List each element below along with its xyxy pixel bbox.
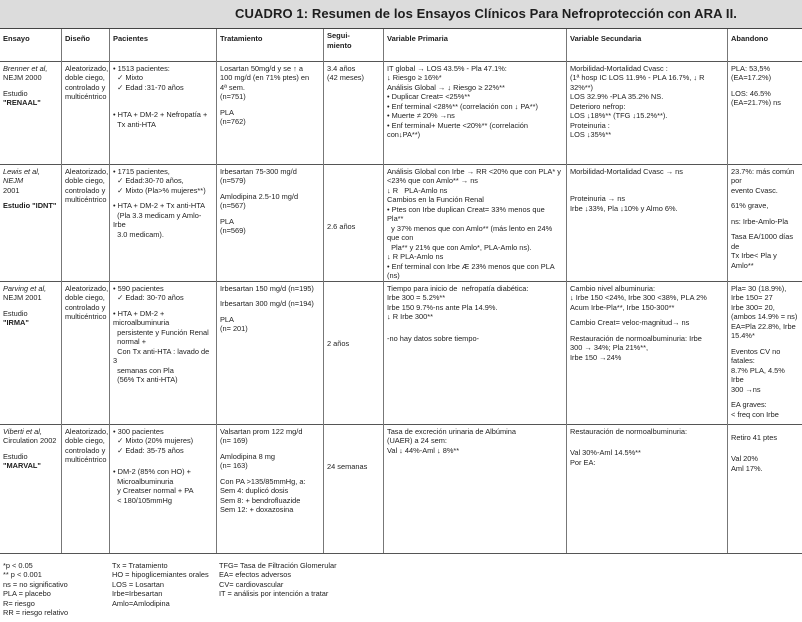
- cell-line: • Ptes con Irbe duplican Creat= 33% menos que Pla**: [387, 205, 563, 224]
- cell-line: (n= 201): [220, 324, 320, 333]
- cell-line: Proteinuria → ns: [570, 194, 724, 203]
- cell-line: doble ciego,: [65, 176, 106, 185]
- cell-line: Aml 17%.: [731, 464, 799, 473]
- table-row: [0, 164, 802, 282]
- cell-line: LOS ↓18%** (TFG ↓15.2%**).: [570, 111, 724, 120]
- header-tratamiento: Tratamiento: [216, 29, 323, 61]
- cell-line: Estudio "IDNT": [3, 201, 58, 210]
- cell-line: doble ciego,: [65, 73, 106, 82]
- cell-tratamiento: [216, 424, 323, 553]
- cell-line: • HTA + DM-2 + Nefropatía +: [113, 110, 213, 119]
- header-diseno: Diseño: [61, 29, 109, 61]
- cell-line: NEJM 2000: [3, 73, 58, 82]
- cell-abandono: [727, 424, 802, 553]
- footnote-line: EA= efectos adversos: [219, 570, 393, 579]
- cell-line: • Enf terminal con Irbe Æ 23% menos que con PLA (ns): [387, 262, 563, 281]
- table-row: [0, 61, 802, 165]
- table-row: [0, 424, 802, 554]
- cell-line: controlado y: [65, 83, 106, 92]
- cell-line: 300 →ns: [731, 385, 799, 394]
- cell-line: Irbe 150 →24%: [570, 353, 724, 362]
- cell-line: ↓ Riesgo ≥ 16%*: [387, 73, 563, 82]
- cell-line: 3.4 años: [327, 64, 380, 73]
- cell-line: Aleatorizado,: [65, 427, 106, 436]
- footnote-line: Amlo=Amlodipina: [112, 599, 213, 608]
- cell-line: (EA=21.7%) ns: [731, 98, 799, 107]
- cell-line: PLA: 53,5%: [731, 64, 799, 73]
- cell-line: 23.7%: más común por: [731, 167, 799, 186]
- cell-line: multicéntrico: [65, 195, 106, 204]
- cell-line: 3.0 medicam).: [113, 230, 213, 239]
- cell-line: Cambio Creat= veloc-magnitud→ ns: [570, 318, 724, 327]
- cell-line: Losartan 50mg/d y se ↑ a: [220, 64, 320, 73]
- cell-abandono: [727, 61, 802, 164]
- cell-line: <23% que con Amlo** → ns: [387, 176, 563, 185]
- cell-pacientes: [109, 424, 216, 553]
- cell-line: • Enf terminal <28%** (correlación con ↓ PA**): [387, 102, 563, 111]
- cell-line: Tasa de excreción urinaria de Albúmina: [387, 427, 563, 436]
- cell-line: Tx anti-HTA: [113, 120, 213, 129]
- cell-line: • Enf terminal+ Muerte <20%** (correlación con↓PA**): [387, 121, 563, 140]
- cell-line: Aleatorizado,: [65, 167, 106, 176]
- cell-diseno: [61, 61, 109, 164]
- table-title: CUADRO 1: Resumen de los Ensayos Clínicos Para Nefroprotección con ARA II.: [65, 6, 737, 23]
- cell-line: Sem 8: + bendrofluazide: [220, 496, 320, 505]
- cell-line: persistente y Función Renal: [113, 328, 213, 337]
- cell-ensayo: [0, 281, 61, 424]
- cell-variable-secundaria: [566, 164, 727, 281]
- cell-line: • DM-2 (85% con HO) +: [113, 467, 213, 476]
- table-title-bar: [0, 0, 802, 29]
- cell-line: (EA=17.2%): [731, 73, 799, 82]
- cell-line: Irbe 300= 20,: [731, 303, 799, 312]
- cell-line: PLA: [220, 108, 320, 117]
- footnote-line: *p < 0.05: [3, 561, 106, 570]
- cell-variable-secundaria: [566, 424, 727, 553]
- cell-line: (n=569): [220, 226, 320, 235]
- cell-line: IT global → LOS 43.5% - Pla 47.1%:: [387, 64, 563, 73]
- cell-line: evento Cvasc.: [731, 186, 799, 195]
- table-footnotes: [0, 553, 802, 622]
- cell-line: EA graves:: [731, 400, 799, 409]
- cell-variable-primaria: [383, 164, 566, 281]
- cell-ensayo: [0, 61, 61, 164]
- cell-line: multicéntrico: [65, 312, 106, 321]
- cell-variable-primaria: [383, 281, 566, 424]
- cell-line: LOS ↓35%**: [570, 130, 724, 139]
- cell-line: Aleatorizado,: [65, 284, 106, 293]
- cell-line: Val 30%-Aml 14.5%**: [570, 448, 724, 457]
- cell-tratamiento: [216, 61, 323, 164]
- cell-line: Con PA >135/85mmHg, a:: [220, 477, 320, 486]
- cell-line: ↓ R Irbe 300**: [387, 312, 563, 321]
- footnote-col-3: [216, 553, 396, 622]
- cell-line: Sem 12: + doxazosina: [220, 505, 320, 514]
- table-row: [0, 281, 802, 425]
- footnote-line: CV= cardiovascular: [219, 580, 393, 589]
- cell-diseno: [61, 424, 109, 553]
- cell-line: Brenner et al,: [3, 64, 58, 73]
- cell-line: Acum Irbe-Pla**, Irbe 150-300**: [570, 303, 724, 312]
- cell-line: ✓ Edad: 35-75 años: [113, 446, 213, 455]
- cell-line: Tx Irbe< Pla y Amlo**: [731, 251, 799, 270]
- cell-line: Tiempo para inicio de nefropatía diabética:: [387, 284, 563, 293]
- footnote-line: LOS = Losartan: [112, 580, 213, 589]
- cell-line: Val 20%: [731, 454, 799, 463]
- cell-line: (n= 163): [220, 461, 320, 470]
- cell-pacientes: [109, 281, 216, 424]
- cell-line: controlado y: [65, 303, 106, 312]
- cell-line: Amlodipina 8 mg: [220, 452, 320, 461]
- cell-line: Pla** y 21% que con Amlo*, PLA-Amlo ns).: [387, 243, 563, 252]
- cell-line: 2.6 años: [327, 222, 380, 231]
- cell-abandono: [727, 281, 802, 424]
- cell-line: Irbesartan 75-300 mg/d: [220, 167, 320, 176]
- footnote-line: PLA = placebo: [3, 589, 106, 598]
- cell-line: • HTA + DM-2 + Tx anti-HTA: [113, 201, 213, 210]
- cell-line: ↓ Irbe 150 <24%, Irbe 300 <38%, PLA 2%: [570, 293, 724, 302]
- cell-line: (ambos 14.9% = ns): [731, 312, 799, 321]
- cell-line: Circulation 2002: [3, 436, 58, 445]
- cell-line: ✓ Edad: 30-70 años: [113, 293, 213, 302]
- cell-line: • Duplicar Creat= <25%**: [387, 92, 563, 101]
- cell-line: Irbesartan 300 mg/d (n=194): [220, 299, 320, 308]
- cell-variable-primaria: [383, 61, 566, 164]
- cell-line: multicéntrico: [65, 455, 106, 464]
- cell-seguimiento: [323, 164, 383, 281]
- cell-line: Aleatorizado,: [65, 64, 106, 73]
- cell-line: Proteinuria :: [570, 121, 724, 130]
- cell-line: ns: Irbe-Amlo-Pla: [731, 217, 799, 226]
- cell-line: ✓ Mixto (20% mujeres): [113, 436, 213, 445]
- footnote-line: ns = no significativo: [3, 580, 106, 589]
- cell-tratamiento: [216, 164, 323, 281]
- cell-line: 24 semanas: [327, 462, 380, 471]
- cell-line: (1ª hosp IC LOS 11.9% - PLA 16.7%, ↓ R 32%**): [570, 73, 724, 92]
- header-abandono: Abandono: [727, 29, 802, 61]
- cell-line: ↓ R PLA-Amlo ns: [387, 252, 563, 261]
- cell-line: Morbilidad-Mortalidad Cvasc :: [570, 64, 724, 73]
- cell-line: (n= 169): [220, 436, 320, 445]
- cell-line: Irbesartan 150 mg/d (n=195): [220, 284, 320, 293]
- cell-line: LOS: 46.5%: [731, 89, 799, 98]
- footnote-line: HO = hipoglicemiantes orales: [112, 570, 213, 579]
- cell-line: 61% grave,: [731, 201, 799, 210]
- cell-line: ✓ Mixto: [113, 73, 213, 82]
- footnote-col-1: [0, 553, 109, 622]
- cell-line: Deterioro nefrop:: [570, 102, 724, 111]
- cell-line: • 590 pacientes: [113, 284, 213, 293]
- cell-tratamiento: [216, 281, 323, 424]
- cell-line: Tasa EA/1000 días de: [731, 232, 799, 251]
- cell-diseno: [61, 281, 109, 424]
- cell-line: controlado y: [65, 186, 106, 195]
- cell-line: Valsartan prom 122 mg/d: [220, 427, 320, 436]
- cell-variable-primaria: [383, 424, 566, 553]
- cell-line: doble ciego,: [65, 293, 106, 302]
- footnote-line: R= riesgo: [3, 599, 106, 608]
- cell-line: (n=762): [220, 117, 320, 126]
- footnote-line: TFG= Tasa de Filtración Glomerular: [219, 561, 393, 570]
- cell-line: 300 → 34%; Pla 21%**,: [570, 343, 724, 352]
- cell-pacientes: [109, 61, 216, 164]
- cell-line: NEJM 2001: [3, 293, 58, 302]
- cell-ensayo: [0, 164, 61, 281]
- cell-line: Sem 4: duplicó dosis: [220, 486, 320, 495]
- cell-line: Val ↓ 44%-Aml ↓ 8%**: [387, 446, 563, 455]
- table-header-row: [0, 29, 802, 62]
- cell-line: (UAER) a 24 sem:: [387, 436, 563, 445]
- cell-line: Pla= 30 (18.9%),: [731, 284, 799, 293]
- cell-line: (Pla 3.3 medicam y Amlo-Irbe: [113, 211, 213, 230]
- cell-line: Eventos CV no fatales:: [731, 347, 799, 366]
- cell-line: Irbe 300 = 5.2%**: [387, 293, 563, 302]
- header-pacientes: Pacientes: [109, 29, 216, 61]
- cell-abandono: [727, 164, 802, 281]
- cell-line: ✓ Edad :31-70 años: [113, 83, 213, 92]
- cell-line: Morbilidad-Mortalidad Cvasc → ns: [570, 167, 724, 176]
- cell-line: "IRMA": [3, 318, 58, 327]
- cell-line: 100 mg/d (en 71% ptes) en: [220, 73, 320, 82]
- cell-line: -no hay datos sobre tiempo-: [387, 334, 563, 343]
- footnote-line: Irbe=Irbesartan: [112, 589, 213, 598]
- cell-line: (n=751): [220, 92, 320, 101]
- cell-line: LOS 32.9% -PLA 35.2% NS.: [570, 92, 724, 101]
- cell-line: Análisis Global → ↓ Riesgo ≥ 22%**: [387, 83, 563, 92]
- footnote-line: IT = análisis por intención a tratar: [219, 589, 393, 598]
- cell-line: (42 meses): [327, 73, 380, 82]
- footnote-line: ** p < 0.001: [3, 570, 106, 579]
- cell-pacientes: [109, 164, 216, 281]
- cell-line: Estudio: [3, 309, 58, 318]
- cell-line: Viberti et al,: [3, 427, 58, 436]
- cell-line: PLA: [220, 315, 320, 324]
- cell-line: ↓ R PLA-Amlo ns: [387, 186, 563, 195]
- cell-line: < freq con Irbe: [731, 410, 799, 419]
- footnote-line: RR = riesgo relativo: [3, 608, 106, 617]
- cell-line: Análisis Global con Irbe → RR <20% que con PLA* y: [387, 167, 563, 176]
- cell-line: y 37% menos que con Amlo** (más lento en 24% que con: [387, 224, 563, 243]
- header-variable-primaria: Variable Primaria: [383, 29, 566, 61]
- cell-seguimiento: [323, 281, 383, 424]
- footnote-col-2: [109, 553, 216, 622]
- cell-ensayo: [0, 424, 61, 553]
- cell-line: Lewis et al, NEJM: [3, 167, 58, 186]
- cell-line: (n=579): [220, 176, 320, 185]
- cell-line: Estudio: [3, 452, 58, 461]
- cell-line: multicéntrico: [65, 92, 106, 101]
- cell-line: Irbe 150 9.7%-ns ante Pla 14.9%.: [387, 303, 563, 312]
- cell-line: Restauración de normoalbuminuria:: [570, 427, 724, 436]
- cell-line: 2 años: [327, 339, 380, 348]
- cell-line: Por EA:: [570, 458, 724, 467]
- cell-variable-secundaria: [566, 281, 727, 424]
- cell-line: ✓ Edad:30-70 años,: [113, 176, 213, 185]
- cell-line: (n=567): [220, 201, 320, 210]
- cell-line: • 1715 pacientes,: [113, 167, 213, 176]
- cell-line: • HTA + DM-2 + microalbuminuria: [113, 309, 213, 328]
- cell-line: Cambio nivel albuminuria:: [570, 284, 724, 293]
- cell-line: "RENAAL": [3, 98, 58, 107]
- cell-line: (56% Tx anti-HTA): [113, 375, 213, 384]
- cell-line: ✓ Mixto (Pla>% mujeres**): [113, 186, 213, 195]
- footnote-line: Tx = Tratamiento: [112, 561, 213, 570]
- cell-line: EA=Pla 22.8%, Irbe: [731, 322, 799, 331]
- cell-line: Restauración de normoalbuminuria: Irbe: [570, 334, 724, 343]
- cell-diseno: [61, 164, 109, 281]
- cell-line: 4ª sem.: [220, 83, 320, 92]
- cell-line: Irbe 150= 27: [731, 293, 799, 302]
- cell-line: • 1513 pacientes:: [113, 64, 213, 73]
- cell-line: Amlodipina 2.5-10 mg/d: [220, 192, 320, 201]
- cell-line: < 180/105mmHg: [113, 496, 213, 505]
- cell-line: • Muerte ≠ 20% →ns: [387, 111, 563, 120]
- cell-line: Estudio: [3, 89, 58, 98]
- cell-line: 8.7% PLA, 4.5% Irbe: [731, 366, 799, 385]
- cell-line: y Creatser normal + PA: [113, 486, 213, 495]
- cell-line: 2001: [3, 186, 58, 195]
- cell-line: • 300 pacientes: [113, 427, 213, 436]
- cell-line: controlado y: [65, 446, 106, 455]
- cell-line: Irbe ↓33%, Pla ↓10% y Almo 6%.: [570, 204, 724, 213]
- header-variable-secundaria: Variable Secundaria: [566, 29, 727, 61]
- cell-line: "MARVAL": [3, 461, 58, 470]
- cell-seguimiento: [323, 61, 383, 164]
- cell-line: Microalbuminuria: [113, 477, 213, 486]
- cell-line: semanas con Pla: [113, 366, 213, 375]
- cell-seguimiento: [323, 424, 383, 553]
- cell-line: Retiro 41 ptes: [731, 433, 799, 442]
- cell-line: normal +: [113, 337, 213, 346]
- header-seguimiento: Segui- miento: [323, 29, 383, 61]
- cell-line: doble ciego,: [65, 436, 106, 445]
- cell-line: 15.4%*: [731, 331, 799, 340]
- cell-line: Con Tx anti-HTA : lavado de 3: [113, 347, 213, 366]
- cell-line: PLA: [220, 217, 320, 226]
- cell-variable-secundaria: [566, 61, 727, 164]
- cell-line: Cambios en la Función Renal: [387, 195, 563, 204]
- header-ensayo: Ensayo: [0, 29, 61, 61]
- cell-line: Parving et al,: [3, 284, 58, 293]
